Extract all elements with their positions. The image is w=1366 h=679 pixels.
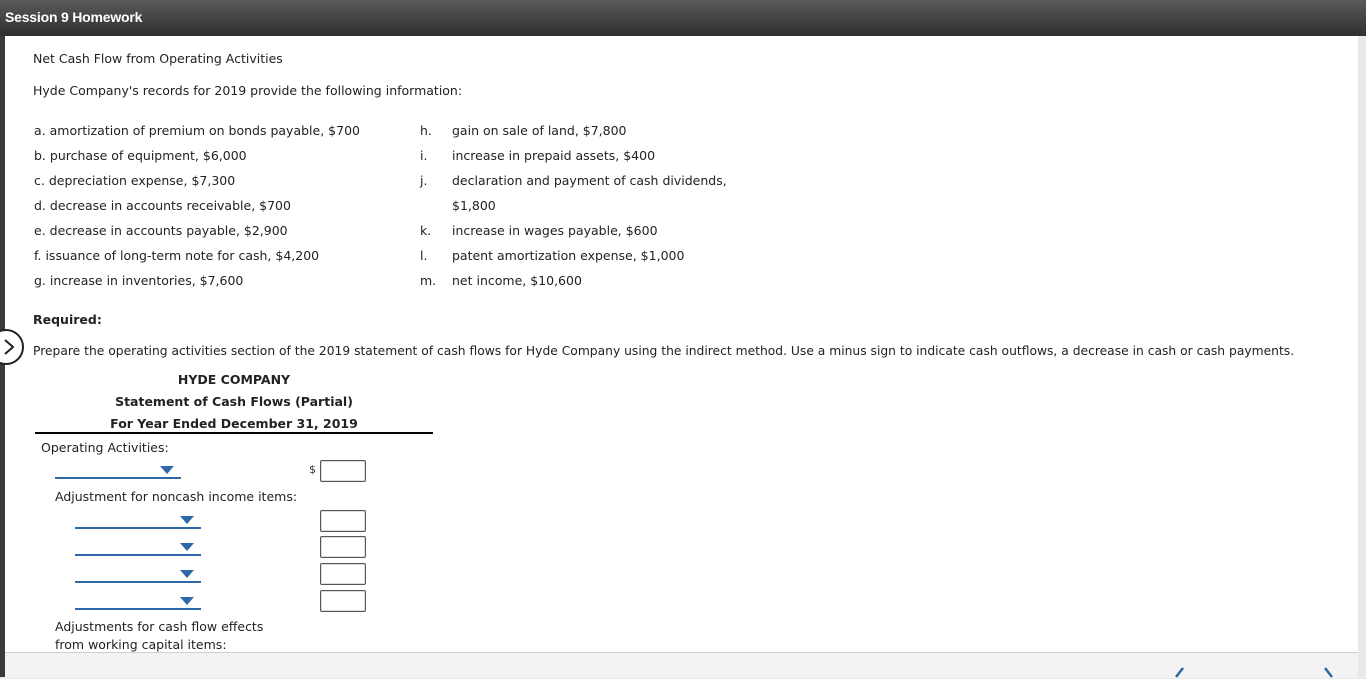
- item-letter: g.: [34, 273, 46, 288]
- triangle-down-icon: [180, 516, 194, 524]
- noncash-item-dropdown-3[interactable]: [75, 565, 201, 583]
- homework-content: [5, 36, 1358, 652]
- triangle-down-icon: [180, 597, 194, 605]
- item-text: decrease in accounts payable, $2,900: [49, 223, 288, 238]
- item-letter: e.: [34, 223, 46, 238]
- triangle-down-icon: [160, 466, 174, 474]
- chevron-right-icon: [4, 339, 14, 355]
- chevron-left-icon[interactable]: [1173, 667, 1185, 679]
- item-text: increase in prepaid assets, $400: [452, 148, 656, 163]
- item-letter: c.: [34, 173, 45, 188]
- item-text: net income, $10,600: [452, 273, 582, 288]
- header-rule: [35, 432, 433, 434]
- item-letter: d.: [34, 198, 46, 213]
- noncash-amount-input-2[interactable]: [320, 536, 366, 558]
- item-letter: h.: [420, 123, 432, 138]
- list-item: [34, 123, 360, 138]
- list-item: [34, 248, 319, 263]
- noncash-adjustments-label: Adjustment for noncash income items:: [55, 489, 298, 504]
- item-letter: a.: [34, 123, 46, 138]
- statement-company: HYDE COMPANY: [177, 372, 291, 387]
- list-item: [34, 223, 288, 238]
- list-item: [34, 273, 243, 288]
- item-letter: k.: [420, 223, 432, 238]
- bottom-navigation-bar: [5, 652, 1358, 678]
- item-text: increase in wages payable, $600: [452, 223, 658, 238]
- list-item: [34, 173, 235, 188]
- item-letter: b.: [34, 148, 46, 163]
- list-item: [34, 148, 247, 163]
- operating-activities-label: Operating Activities:: [41, 440, 169, 455]
- instruction-text: Prepare the operating activities section of the 2019 statement of cash flows for Hyde Company using the indirect method. Use a minus sign to indicate cash outflows, a decrease in cash or cash payments.: [33, 344, 1295, 358]
- item-text: amortization of premium on bonds payable, $700: [49, 123, 360, 138]
- noncash-amount-input-3[interactable]: [320, 563, 366, 585]
- net-income-dropdown[interactable]: [55, 461, 181, 479]
- item-letter: j.: [420, 173, 428, 188]
- currency-symbol: $: [309, 463, 316, 476]
- noncash-item-dropdown-4[interactable]: [75, 592, 201, 610]
- right-frame: [1358, 36, 1366, 677]
- window-title: Session 9 Homework: [5, 9, 143, 25]
- item-letter: f.: [34, 248, 42, 263]
- item-text: purchase of equipment, $6,000: [49, 148, 247, 163]
- item-text-continued: $1,800: [452, 198, 496, 213]
- item-text: patent amortization expense, $1,000: [452, 248, 685, 263]
- statement-title: Statement of Cash Flows (Partial): [115, 394, 353, 409]
- list-item: [34, 198, 291, 213]
- statement-period: For Year Ended December 31, 2019: [110, 416, 358, 431]
- chevron-right-icon[interactable]: [1323, 667, 1335, 679]
- net-income-amount-input[interactable]: [320, 460, 366, 482]
- noncash-amount-input-4[interactable]: [320, 590, 366, 612]
- item-letter: i.: [420, 148, 428, 163]
- item-letter: l.: [420, 248, 428, 263]
- problem-intro: Hyde Company's records for 2019 provide the following information:: [33, 83, 463, 98]
- noncash-item-dropdown-2[interactable]: [75, 538, 201, 556]
- item-text: issuance of long-term note for cash, $4,200: [45, 248, 320, 263]
- item-text: declaration and payment of cash dividends,: [452, 173, 727, 188]
- item-text: increase in inventories, $7,600: [49, 273, 244, 288]
- triangle-down-icon: [180, 543, 194, 551]
- window-titlebar: [0, 0, 1366, 36]
- item-text: depreciation expense, $7,300: [48, 173, 236, 188]
- item-text: decrease in accounts receivable, $700: [49, 198, 291, 213]
- noncash-item-dropdown-1[interactable]: [75, 511, 201, 529]
- working-capital-label-line1: Adjustments for cash flow effects: [55, 619, 264, 634]
- required-label: Required:: [33, 312, 102, 327]
- item-letter: m.: [420, 273, 437, 288]
- problem-heading: Net Cash Flow from Operating Activities: [33, 51, 283, 66]
- working-capital-label-line2: from working capital items:: [55, 637, 227, 652]
- item-text: gain on sale of land, $7,800: [452, 123, 627, 138]
- triangle-down-icon: [180, 570, 194, 578]
- noncash-amount-input-1[interactable]: [320, 510, 366, 532]
